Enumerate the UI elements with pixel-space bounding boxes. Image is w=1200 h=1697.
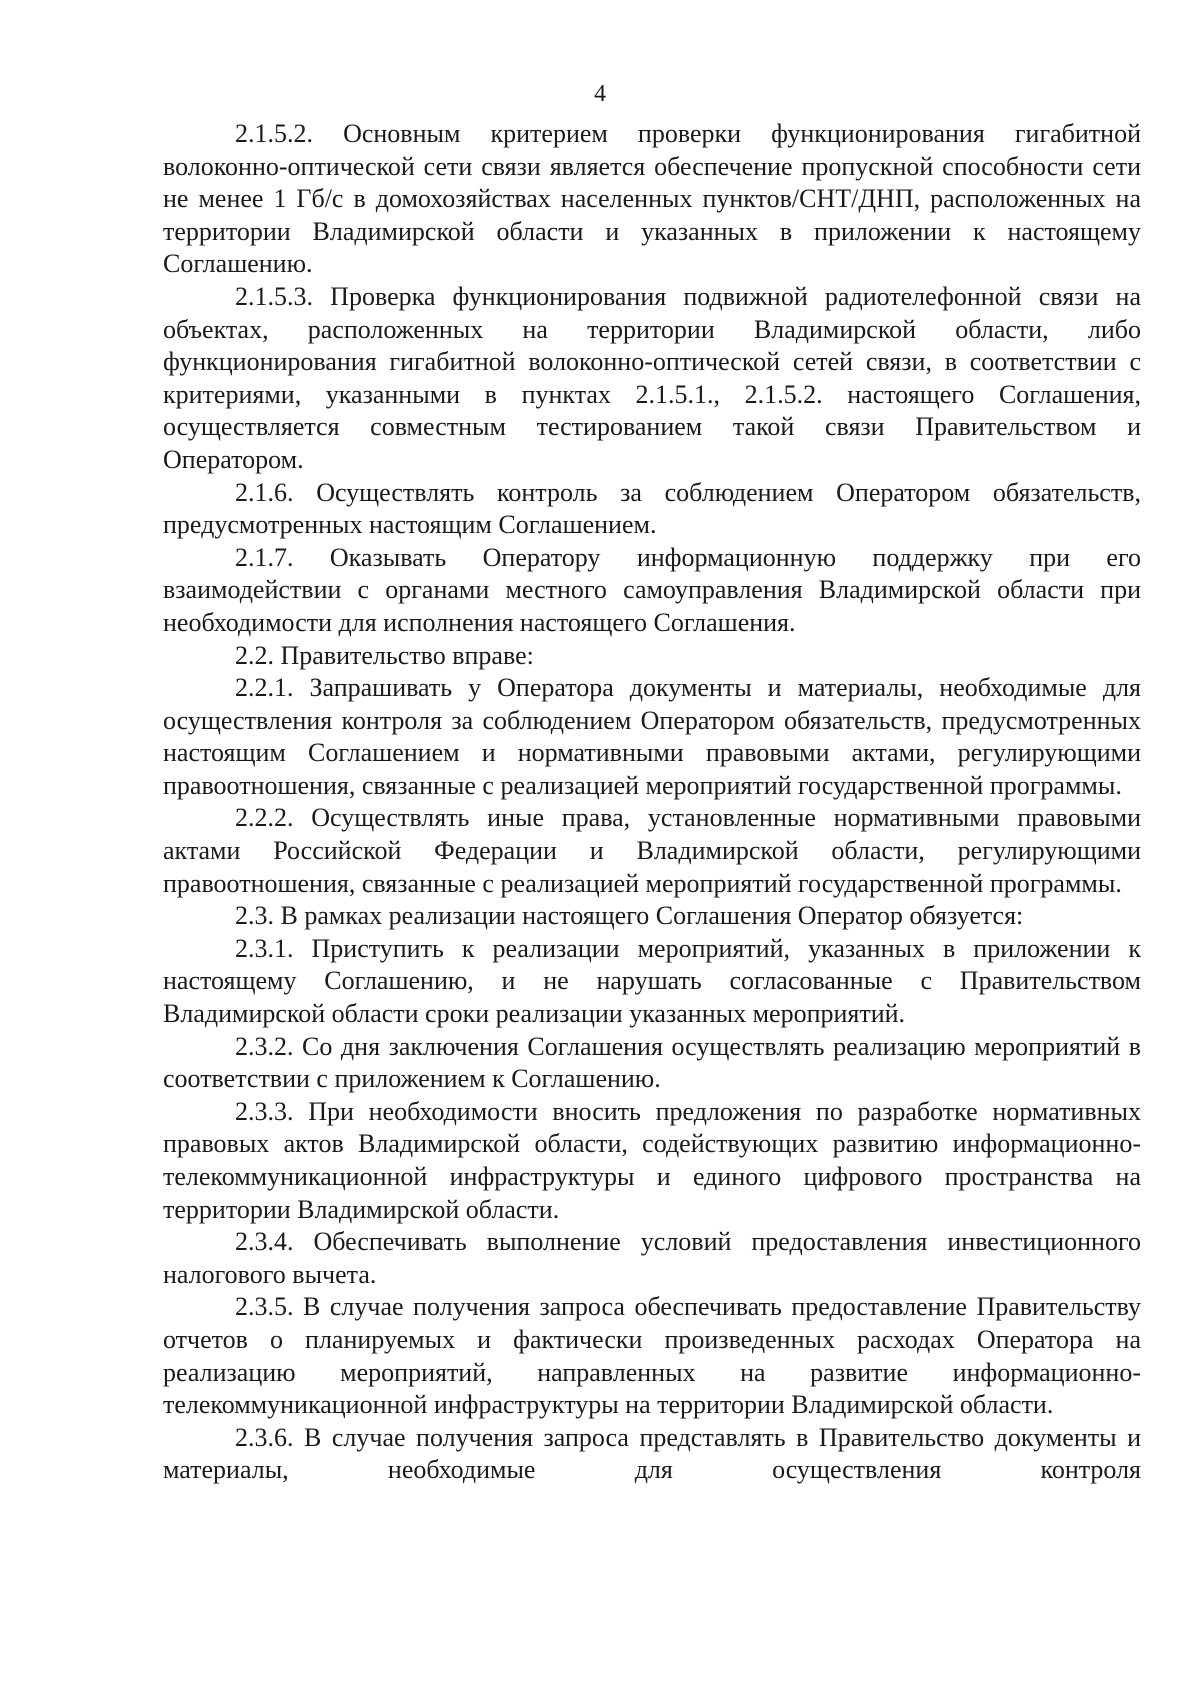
paragraph-2-3-4: 2.3.4. Обеспечивать выполнение условий предоставления инвестиционного налогового вычета. xyxy=(163,1227,1141,1289)
document-body xyxy=(163,118,1141,1487)
paragraph-2-2-2: 2.2.2. Осуществлять иные права, установленные нормативными правовыми актами Российской Федерации и Владимирской области, регулирующими правоотношения, связанные с реализацией мероприятий государственной программы. xyxy=(163,803,1141,898)
paragraph-2-3-1: 2.3.1. Приступить к реализации мероприятий, указанных в приложении к настоящему Соглашению, и не нарушать согласованные с Правительством Владимирской области сроки реализации указанных мероприятий. xyxy=(163,933,1141,1029)
paragraph-2-3-3: 2.3.3. При необходимости вносить предложения по разработке нормативных правовых актов Владимирской области, содействующих развитию информационно-телекоммуникационной инфраструктуры и единого цифрового пространства на территории Владимирской области. xyxy=(163,1096,1141,1224)
paragraph-2-2-1: 2.2.1. Запрашивать у Оператора документы и материалы, необходимые для осуществления контроля за соблюдением Оператором обязательств, предусмотренных настоящим Соглашением и нормативными правовыми актами, регулирующими правоотношения, связанные с реализацией мероприятий государственной программы. xyxy=(163,673,1141,800)
paragraph-2-3-6: 2.3.6. В случае получения запроса представлять в Правительство документы и материалы, необходимые для осуществления контроля xyxy=(163,1422,1141,1485)
paragraph-2-3-5: 2.3.5. В случае получения запроса обеспечивать предоставление Правительству отчетов о планируемых и фактически произведенных расходах Оператора на реализацию мероприятий, направленных на развитие информационно-телекоммуникационной инфраструктуры на территории Владимирской области. xyxy=(163,1292,1141,1420)
paragraph-2-1-5-2: 2.1.5.2. Основным критерием проверки функционирования гигабитной волоконно-оптической сети связи является обеспечение пропускной способности сети не менее 1 Гб/с в домохозяйствах населенных пунктов/СНТ/ДНП, расположенных на территории Владимирской области и указанных в приложении к настоящему Соглашению. xyxy=(163,119,1141,279)
page-number: 4 xyxy=(594,81,606,107)
paragraph-2-1-7: 2.1.7. Оказывать Оператору информационную поддержку при его взаимодействии с органами местного самоуправления Владимирской области при необходимости для исполнения настоящего Соглашения. xyxy=(163,542,1141,637)
paragraph-2-1-6: 2.1.6. Осуществлять контроль за соблюдением Оператором обязательств, предусмотренных настоящим Соглашением. xyxy=(163,477,1141,540)
paragraph-2-3: 2.3. В рамках реализации настоящего Соглашения Оператор обязуется: xyxy=(235,901,1024,931)
paragraph-2-2: 2.2. Правительство вправе: xyxy=(235,640,534,670)
paragraph-2-1-5-3: 2.1.5.3. Проверка функционирования подвижной радиотелефонной связи на объектах, расположенных на территории Владимирской области, либо функционирования гигабитной волоконно-оптической сетей связи, в соответствии с критериями, указанными в пунктах 2.1.5.1., 2.1.5.2. настоящего Соглашения, осуществляется совместным тестированием такой связи Правительством и Оператором. xyxy=(163,281,1141,474)
paragraph-2-3-2: 2.3.2. Со дня заключения Соглашения осуществлять реализацию мероприятий в соответствии с приложением к Соглашению. xyxy=(163,1031,1141,1094)
